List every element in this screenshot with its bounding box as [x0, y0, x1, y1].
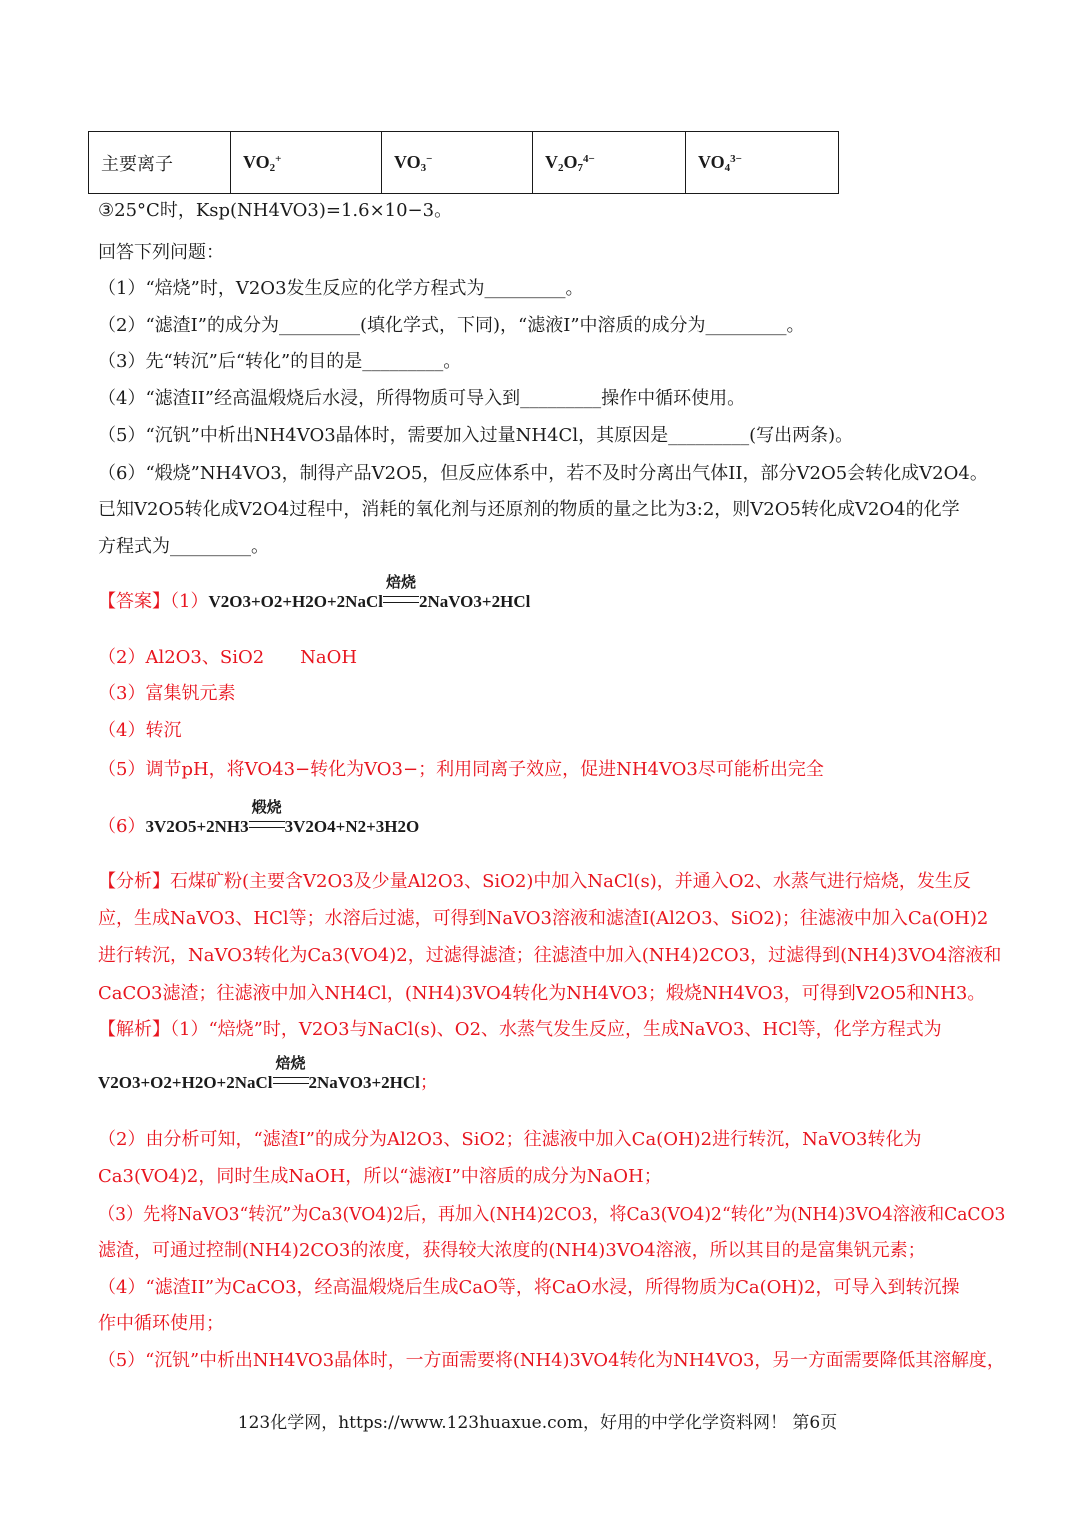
- analysis-line-2: 应，生成NaVO3、HCl等；水溶后过滤，可得到NaVO3溶液和滤渣I(Al2O3、SiO2)；往滤液中加入Ca(OH)2: [98, 908, 989, 929]
- analysis-text: 石煤矿粉(主要含V2O3及少量Al2O3、SiO2)中加入NaCl(s)，并通入O2、水蒸气进行焙烧，发生反: [170, 871, 971, 892]
- explanation-equation: [98, 1054, 438, 1096]
- explanation-2-line-2: Ca3(VO4)2，同时生成NaOH，所以“滤液I”中溶质的成分为NaOH；: [98, 1166, 662, 1187]
- question-6-line-2: 已知V2O5转化成V2O4过程中，消耗的氧化剂与还原剂的物质的量之比为3:2，则V2O5转化成V2O4的化学: [98, 499, 960, 520]
- answer-5: （5）调节pH，将VO43−转化为VO3−；利用同离子效应，促进NH4VO3尽可能析出完全: [98, 759, 824, 780]
- equation-e1-condition: [273, 1054, 309, 1096]
- analysis-line-1: [98, 869, 971, 895]
- analysis-line-3: 进行转沉，NaVO3转化为Ca3(VO4)2，过滤得滤渣；往滤渣中加入(NH4)2CO3，过滤得到(NH4)3VO4溶液和: [98, 945, 1002, 966]
- ion-cell-v2o7: [533, 132, 686, 194]
- equals-sign: [273, 1077, 309, 1084]
- equation-6-left: 3V2O5+2NH3: [145, 817, 249, 836]
- explanation-5-line-1: （5）“沉钒”中析出NH4VO3晶体时，一方面需要将(NH4)3VO4转化为NH4VO3，另一方面需要降低其溶解度，: [98, 1350, 1005, 1371]
- equation-e1-left: V2O3+O2+H2O+2NaCl: [98, 1073, 273, 1092]
- ion-cell-vo4: [686, 132, 839, 194]
- ion-cell-vo2: [231, 132, 382, 194]
- equation-1-left: V2O3+O2+H2O+2NaCl: [208, 592, 383, 611]
- answer-6-prefix: （6）: [98, 816, 146, 837]
- page-footer: 123化学网，https://www.123huaxue.com，好用的中学化学资料网！ 第6页: [237, 1413, 838, 1433]
- equation-6-right: 3V2O4+N2+3H2O: [284, 817, 420, 836]
- answer-prompt: 回答下列问题：: [98, 242, 224, 263]
- ksp-note: ③25°C时，Ksp(NH4VO3)=1.6×10−3。: [98, 200, 453, 221]
- ion-base: VO: [394, 152, 421, 172]
- ion-base: O: [563, 152, 578, 172]
- equation-1-right: 2NaVO3+2HCl: [418, 592, 531, 611]
- answer-label: 【答案】: [98, 591, 170, 612]
- condition-label: 焙烧: [385, 573, 416, 591]
- question-4: （4）“滤渣II”经高温煅烧后水浸，所得物质可导入到_________操作中循环使用。: [98, 388, 746, 409]
- ion-sub: 3: [420, 162, 427, 174]
- ion-base: VO: [698, 152, 725, 172]
- question-2: （2）“滤渣I”的成分为_________(填化学式，下同)，“滤液I”中溶质的成分为_________。: [98, 315, 805, 336]
- ion-sub: 7: [577, 162, 584, 174]
- table-row: [89, 132, 839, 194]
- question-6-line-1: （6）“煅烧”NH4VO3，制得产品V2O5，但反应体系中，若不及时分离出气体II，部分V2O5会转化成V2O4。: [98, 463, 988, 484]
- explanation-text: （1）“焙烧”时，V2O3与NaCl(s)、O2、水蒸气发生反应，生成NaVO3、HCl等，化学方程式为: [170, 1019, 942, 1040]
- ion-base: VO: [243, 152, 270, 172]
- equals-sign: [383, 596, 419, 603]
- equation-6-condition: [249, 798, 285, 840]
- question-3: （3）先“转沉”后“转化”的目的是_________。: [98, 351, 462, 372]
- ion-sup: 3−: [730, 153, 742, 165]
- condition-label: 煅烧: [251, 798, 282, 816]
- explanation-2-line-1: （2）由分析可知，“滤渣I”的成分为Al2O3、SiO2；往滤液中加入Ca(OH)2进行转沉，NaVO3转化为: [98, 1129, 922, 1150]
- answer-2: （2）Al2O3、SiO2 NaOH: [98, 647, 358, 668]
- ion-sup: 4−: [583, 153, 595, 165]
- equation-e1-right: 2NaVO3+2HCl: [308, 1073, 420, 1092]
- table-header-cell: [89, 132, 231, 194]
- explanation-3-line-2: 滤渣，可通过控制(NH4)2CO3的浓度，获得较大浓度的(NH4)3VO4溶液，所以其目的是富集钒元素；: [98, 1240, 926, 1261]
- answer-1: [98, 573, 531, 615]
- question-6-line-3: 方程式为_________。: [98, 536, 269, 557]
- explanation-label: 【解析】: [98, 1019, 170, 1040]
- answer-4: （4）转沉: [98, 720, 182, 741]
- ion-cell-vo3: [382, 132, 533, 194]
- explanation-line-1: [98, 1017, 942, 1043]
- equation-1-condition: [383, 573, 419, 615]
- answer-3: （3）富集钒元素: [98, 683, 236, 704]
- question-5: （5）“沉钒”中析出NH4VO3晶体时，需要加入过量NH4Cl，其原因是_________(写出两条)。: [98, 425, 854, 446]
- explanation-4-line-1: （4）“滤渣II”为CaCO3，经高温煅烧后生成CaO等，将CaO水浸，所得物质为Ca(OH)2，可导入到转沉操: [98, 1277, 960, 1298]
- answer-1-prefix: （1）: [170, 591, 209, 612]
- ion-table: [88, 131, 839, 194]
- equals-sign: [249, 821, 285, 828]
- explanation-4-line-2: 作中循环使用；: [98, 1313, 224, 1334]
- answer-6: [98, 798, 420, 840]
- ion-sup: +: [275, 153, 282, 165]
- ion-sub: 2: [558, 162, 564, 174]
- condition-label: 焙烧: [275, 1054, 306, 1072]
- explanation-3-line-1: （3）先将NaVO3“转沉”为Ca3(VO4)2后，再加入(NH4)2CO3，将Ca3(VO4)2“转化”为(NH4)3VO4溶液和CaCO3: [98, 1204, 1006, 1225]
- ion-sup: −: [426, 153, 433, 165]
- ion-base: V: [545, 152, 558, 172]
- analysis-line-4: CaCO3滤渣；往滤液中加入NH4Cl，(NH4)3VO4转化为NH4VO3；煅烧NH4VO3，可得到V2O5和NH3。: [98, 983, 986, 1004]
- analysis-label: 【分析】: [98, 871, 170, 892]
- ion-sub: 2: [269, 162, 276, 174]
- ion-sub: 4: [724, 162, 731, 174]
- equation-end: ；: [419, 1072, 438, 1093]
- question-1: （1）“焙烧”时，V2O3发生反应的化学方程式为_________。: [98, 278, 584, 299]
- table-header-label: 主要离子: [101, 153, 173, 175]
